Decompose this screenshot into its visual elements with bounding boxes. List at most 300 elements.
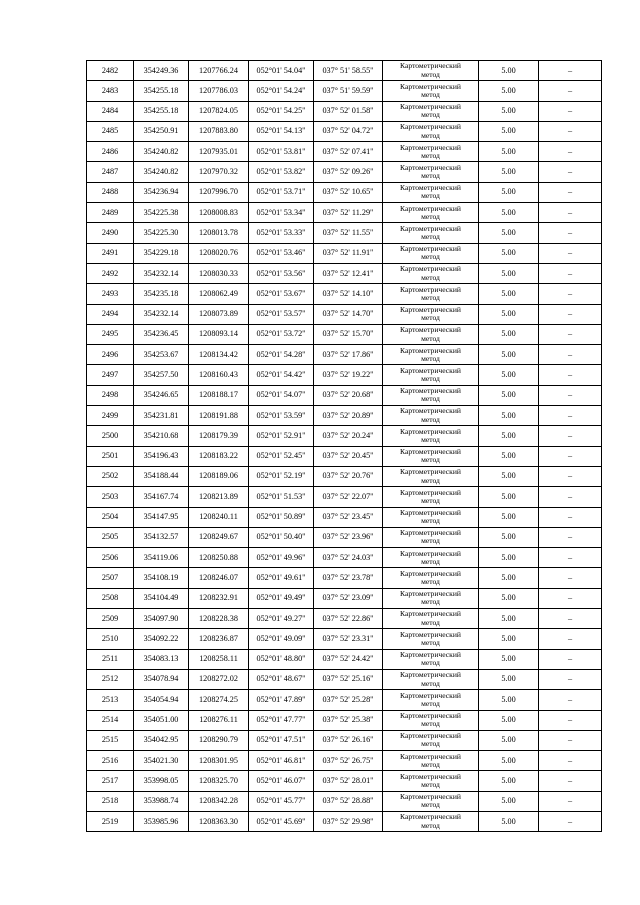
latitude-cell: 052°01' 54.42" (249, 365, 314, 385)
method-line-1: Картометрический (400, 528, 461, 538)
method-line-1: Картометрический (400, 223, 461, 233)
accuracy-cell: 5.00 (479, 426, 539, 446)
method-line-1: Картометрический (400, 487, 461, 497)
point-number-cell: 2497 (87, 365, 134, 385)
x-coordinate-cell: 354108.19 (134, 568, 189, 588)
note-cell: – (539, 365, 602, 385)
x-coordinate-cell: 354097.90 (134, 609, 189, 629)
method-line-1: Картометрический (400, 507, 461, 517)
latitude-cell: 052°01' 49.96" (249, 548, 314, 568)
accuracy-cell: 5.00 (479, 182, 539, 202)
x-coordinate-cell: 354257.50 (134, 365, 189, 385)
table-row (87, 61, 602, 81)
latitude-cell: 052°01' 50.40" (249, 527, 314, 547)
point-number-cell: 2515 (87, 730, 134, 750)
point-number-cell: 2499 (87, 406, 134, 426)
accuracy-cell: 5.00 (479, 649, 539, 669)
longitude-cell: 037° 51' 58.55" (314, 61, 383, 81)
method-line-1: Картометрический (400, 710, 461, 720)
method-line-1: Картометрический (400, 102, 461, 112)
method-line-2: метод (421, 658, 440, 668)
point-number-cell: 2487 (87, 162, 134, 182)
method-cell (383, 649, 479, 669)
note-cell: – (539, 690, 602, 710)
method-cell (383, 771, 479, 791)
accuracy-cell: 5.00 (479, 527, 539, 547)
accuracy-cell: 5.00 (479, 690, 539, 710)
table-row (87, 548, 602, 568)
method-line-2: метод (421, 495, 440, 505)
latitude-cell: 052°01' 53.46" (249, 243, 314, 263)
accuracy-cell: 5.00 (479, 385, 539, 405)
y-coordinate-cell: 1208258.11 (189, 649, 249, 669)
longitude-cell: 037° 52' 25.38" (314, 710, 383, 730)
y-coordinate-cell: 1208188.17 (189, 385, 249, 405)
longitude-cell: 037° 51' 59.59" (314, 81, 383, 101)
table-row (87, 324, 602, 344)
method-cell (383, 304, 479, 324)
longitude-cell: 037° 52' 07.41" (314, 142, 383, 162)
x-coordinate-cell: 354042.95 (134, 730, 189, 750)
longitude-cell: 037° 52' 10.65" (314, 182, 383, 202)
method-line-1: Картометрический (400, 812, 461, 822)
method-line-1: Картометрический (400, 61, 461, 71)
method-line-2: метод (421, 272, 440, 282)
latitude-cell: 052°01' 53.67" (249, 284, 314, 304)
point-number-cell: 2517 (87, 771, 134, 791)
longitude-cell: 037° 52' 26.75" (314, 751, 383, 771)
method-cell (383, 284, 479, 304)
method-cell (383, 629, 479, 649)
table-body (87, 61, 602, 832)
latitude-cell: 052°01' 54.25" (249, 101, 314, 121)
latitude-cell: 052°01' 54.04" (249, 61, 314, 81)
table-row (87, 791, 602, 811)
x-coordinate-cell: 353985.96 (134, 811, 189, 831)
table-row (87, 507, 602, 527)
y-coordinate-cell: 1207970.32 (189, 162, 249, 182)
method-line-2: метод (421, 191, 440, 201)
longitude-cell: 037° 52' 22.86" (314, 609, 383, 629)
longitude-cell: 037° 52' 24.42" (314, 649, 383, 669)
method-cell (383, 446, 479, 466)
point-number-cell: 2483 (87, 81, 134, 101)
method-line-1: Картометрический (400, 447, 461, 457)
accuracy-cell: 5.00 (479, 101, 539, 121)
x-coordinate-cell: 354249.36 (134, 61, 189, 81)
note-cell: – (539, 385, 602, 405)
x-coordinate-cell: 354236.45 (134, 324, 189, 344)
x-coordinate-cell: 353988.74 (134, 791, 189, 811)
point-number-cell: 2493 (87, 284, 134, 304)
x-coordinate-cell: 354225.30 (134, 223, 189, 243)
method-line-1: Картометрический (400, 629, 461, 639)
latitude-cell: 052°01' 45.69" (249, 811, 314, 831)
table-row (87, 730, 602, 750)
x-coordinate-cell: 354240.82 (134, 162, 189, 182)
point-number-cell: 2496 (87, 345, 134, 365)
method-line-2: метод (421, 780, 440, 790)
accuracy-cell: 5.00 (479, 568, 539, 588)
point-number-cell: 2504 (87, 507, 134, 527)
point-number-cell: 2498 (87, 385, 134, 405)
x-coordinate-cell: 353998.05 (134, 771, 189, 791)
table-row (87, 182, 602, 202)
longitude-cell: 037° 52' 20.24" (314, 426, 383, 446)
method-cell (383, 466, 479, 486)
point-number-cell: 2513 (87, 690, 134, 710)
method-cell (383, 690, 479, 710)
note-cell: – (539, 263, 602, 283)
x-coordinate-cell: 354051.00 (134, 710, 189, 730)
longitude-cell: 037° 52' 01.58" (314, 101, 383, 121)
note-cell: – (539, 243, 602, 263)
table-row (87, 162, 602, 182)
method-line-1: Картометрический (400, 548, 461, 558)
x-coordinate-cell: 354083.13 (134, 649, 189, 669)
point-number-cell: 2495 (87, 324, 134, 344)
note-cell: – (539, 609, 602, 629)
note-cell: – (539, 811, 602, 831)
y-coordinate-cell: 1208191.88 (189, 406, 249, 426)
latitude-cell: 052°01' 54.07" (249, 385, 314, 405)
y-coordinate-cell: 1208250.88 (189, 548, 249, 568)
note-cell: – (539, 649, 602, 669)
accuracy-cell: 5.00 (479, 771, 539, 791)
y-coordinate-cell: 1208008.83 (189, 203, 249, 223)
note-cell: – (539, 751, 602, 771)
x-coordinate-cell: 354255.18 (134, 81, 189, 101)
y-coordinate-cell: 1208160.43 (189, 365, 249, 385)
method-line-1: Картометрический (400, 264, 461, 274)
table-row (87, 81, 602, 101)
method-line-2: метод (421, 678, 440, 688)
latitude-cell: 052°01' 53.71" (249, 182, 314, 202)
method-line-1: Картометрический (400, 162, 461, 172)
latitude-cell: 052°01' 53.82" (249, 162, 314, 182)
point-number-cell: 2512 (87, 669, 134, 689)
note-cell: – (539, 487, 602, 507)
longitude-cell: 037° 52' 17.86" (314, 345, 383, 365)
longitude-cell: 037° 52' 22.07" (314, 487, 383, 507)
method-line-1: Картометрический (400, 751, 461, 761)
method-line-2: метод (421, 130, 440, 140)
y-coordinate-cell: 1208093.14 (189, 324, 249, 344)
table-row (87, 669, 602, 689)
method-cell (383, 121, 479, 141)
longitude-cell: 037° 52' 23.45" (314, 507, 383, 527)
point-number-cell: 2506 (87, 548, 134, 568)
latitude-cell: 052°01' 46.07" (249, 771, 314, 791)
method-line-1: Картометрический (400, 690, 461, 700)
method-line-1: Картометрический (400, 792, 461, 802)
method-line-2: метод (421, 475, 440, 485)
table-row (87, 609, 602, 629)
latitude-cell: 052°01' 47.51" (249, 730, 314, 750)
y-coordinate-cell: 1208232.91 (189, 588, 249, 608)
x-coordinate-cell: 354210.68 (134, 426, 189, 446)
table-row (87, 345, 602, 365)
method-cell (383, 324, 479, 344)
y-coordinate-cell: 1208183.22 (189, 446, 249, 466)
longitude-cell: 037° 52' 04.72" (314, 121, 383, 141)
accuracy-cell: 5.00 (479, 811, 539, 831)
latitude-cell: 052°01' 54.28" (249, 345, 314, 365)
note-cell: – (539, 466, 602, 486)
method-cell (383, 263, 479, 283)
y-coordinate-cell: 1208272.02 (189, 669, 249, 689)
method-line-1: Картометрический (400, 284, 461, 294)
method-cell (383, 527, 479, 547)
accuracy-cell: 5.00 (479, 669, 539, 689)
latitude-cell: 052°01' 51.53" (249, 487, 314, 507)
method-line-2: метод (421, 89, 440, 99)
longitude-cell: 037° 52' 11.29" (314, 203, 383, 223)
y-coordinate-cell: 1208342.28 (189, 791, 249, 811)
longitude-cell: 037° 52' 23.96" (314, 527, 383, 547)
x-coordinate-cell: 354253.67 (134, 345, 189, 365)
accuracy-cell: 5.00 (479, 284, 539, 304)
y-coordinate-cell: 1208290.79 (189, 730, 249, 750)
method-cell (383, 751, 479, 771)
x-coordinate-cell: 354246.65 (134, 385, 189, 405)
method-line-2: метод (421, 394, 440, 404)
table-row (87, 771, 602, 791)
accuracy-cell: 5.00 (479, 324, 539, 344)
method-line-2: метод (421, 252, 440, 262)
y-coordinate-cell: 1208179.39 (189, 426, 249, 446)
note-cell: – (539, 203, 602, 223)
x-coordinate-cell: 354188.44 (134, 466, 189, 486)
longitude-cell: 037° 52' 12.41" (314, 263, 383, 283)
latitude-cell: 052°01' 53.33" (249, 223, 314, 243)
longitude-cell: 037° 52' 20.68" (314, 385, 383, 405)
table-row (87, 203, 602, 223)
longitude-cell: 037° 52' 24.03" (314, 548, 383, 568)
note-cell: – (539, 324, 602, 344)
accuracy-cell: 5.00 (479, 345, 539, 365)
note-cell: – (539, 568, 602, 588)
y-coordinate-cell: 1208236.87 (189, 629, 249, 649)
latitude-cell: 052°01' 49.09" (249, 629, 314, 649)
note-cell: – (539, 710, 602, 730)
method-cell (383, 345, 479, 365)
longitude-cell: 037° 52' 11.91" (314, 243, 383, 263)
method-line-2: метод (421, 617, 440, 627)
x-coordinate-cell: 354231.81 (134, 406, 189, 426)
note-cell: – (539, 81, 602, 101)
y-coordinate-cell: 1208274.25 (189, 690, 249, 710)
y-coordinate-cell: 1208301.95 (189, 751, 249, 771)
accuracy-cell: 5.00 (479, 61, 539, 81)
longitude-cell: 037° 52' 23.09" (314, 588, 383, 608)
method-line-2: метод (421, 759, 440, 769)
accuracy-cell: 5.00 (479, 142, 539, 162)
note-cell: – (539, 507, 602, 527)
note-cell: – (539, 588, 602, 608)
longitude-cell: 037° 52' 29.98" (314, 811, 383, 831)
method-line-1: Картометрический (400, 467, 461, 477)
longitude-cell: 037° 52' 20.45" (314, 446, 383, 466)
note-cell: – (539, 182, 602, 202)
method-line-1: Картометрический (400, 386, 461, 396)
y-coordinate-cell: 1207824.05 (189, 101, 249, 121)
longitude-cell: 037° 52' 14.10" (314, 284, 383, 304)
note-cell: – (539, 121, 602, 141)
latitude-cell: 052°01' 45.77" (249, 791, 314, 811)
accuracy-cell: 5.00 (479, 365, 539, 385)
x-coordinate-cell: 354119.06 (134, 548, 189, 568)
method-line-2: метод (421, 698, 440, 708)
x-coordinate-cell: 354092.22 (134, 629, 189, 649)
x-coordinate-cell: 354147.95 (134, 507, 189, 527)
y-coordinate-cell: 1208020.76 (189, 243, 249, 263)
y-coordinate-cell: 1208062.49 (189, 284, 249, 304)
point-number-cell: 2486 (87, 142, 134, 162)
y-coordinate-cell: 1208134.42 (189, 345, 249, 365)
method-cell (383, 406, 479, 426)
method-line-2: метод (421, 434, 440, 444)
table-row (87, 101, 602, 121)
longitude-cell: 037° 52' 19.22" (314, 365, 383, 385)
longitude-cell: 037° 52' 20.76" (314, 466, 383, 486)
table-row (87, 142, 602, 162)
note-cell: – (539, 446, 602, 466)
accuracy-cell: 5.00 (479, 406, 539, 426)
note-cell: – (539, 223, 602, 243)
table-row (87, 629, 602, 649)
method-cell (383, 487, 479, 507)
latitude-cell: 052°01' 49.49" (249, 588, 314, 608)
y-coordinate-cell: 1208073.89 (189, 304, 249, 324)
x-coordinate-cell: 354232.14 (134, 263, 189, 283)
method-cell (383, 426, 479, 446)
method-line-2: метод (421, 353, 440, 363)
method-line-1: Картометрический (400, 122, 461, 132)
y-coordinate-cell: 1207766.24 (189, 61, 249, 81)
y-coordinate-cell: 1208246.07 (189, 568, 249, 588)
point-number-cell: 2505 (87, 527, 134, 547)
note-cell: – (539, 669, 602, 689)
x-coordinate-cell: 354250.91 (134, 121, 189, 141)
table-row (87, 385, 602, 405)
latitude-cell: 052°01' 53.56" (249, 263, 314, 283)
y-coordinate-cell: 1208030.33 (189, 263, 249, 283)
table-row (87, 811, 602, 831)
table-row (87, 527, 602, 547)
method-cell (383, 81, 479, 101)
latitude-cell: 052°01' 48.67" (249, 669, 314, 689)
latitude-cell: 052°01' 50.89" (249, 507, 314, 527)
method-cell (383, 101, 479, 121)
method-cell (383, 385, 479, 405)
note-cell: – (539, 304, 602, 324)
method-line-2: метод (421, 516, 440, 526)
point-number-cell: 2485 (87, 121, 134, 141)
point-number-cell: 2489 (87, 203, 134, 223)
point-number-cell: 2503 (87, 487, 134, 507)
method-cell (383, 507, 479, 527)
y-coordinate-cell: 1208276.11 (189, 710, 249, 730)
table-row (87, 649, 602, 669)
latitude-cell: 052°01' 48.80" (249, 649, 314, 669)
table-row (87, 406, 602, 426)
method-line-1: Картометрический (400, 305, 461, 314)
note-cell: – (539, 101, 602, 121)
method-cell (383, 710, 479, 730)
accuracy-cell: 5.00 (479, 507, 539, 527)
coordinates-table (86, 60, 602, 832)
y-coordinate-cell: 1208363.30 (189, 811, 249, 831)
point-number-cell: 2482 (87, 61, 134, 81)
accuracy-cell: 5.00 (479, 446, 539, 466)
latitude-cell: 052°01' 53.81" (249, 142, 314, 162)
latitude-cell: 052°01' 52.45" (249, 446, 314, 466)
method-line-1: Картометрический (400, 203, 461, 213)
point-number-cell: 2494 (87, 304, 134, 324)
method-line-2: метод (421, 333, 440, 343)
method-line-1: Картометрический (400, 142, 461, 152)
accuracy-cell: 5.00 (479, 263, 539, 283)
method-line-2: метод (421, 232, 440, 242)
table-row (87, 223, 602, 243)
point-number-cell: 2510 (87, 629, 134, 649)
method-cell (383, 548, 479, 568)
accuracy-cell: 5.00 (479, 81, 539, 101)
note-cell: – (539, 142, 602, 162)
method-cell (383, 365, 479, 385)
accuracy-cell: 5.00 (479, 609, 539, 629)
accuracy-cell: 5.00 (479, 751, 539, 771)
point-number-cell: 2519 (87, 811, 134, 831)
table-row (87, 426, 602, 446)
method-line-2: метод (421, 739, 440, 749)
y-coordinate-cell: 1207883.80 (189, 121, 249, 141)
accuracy-cell: 5.00 (479, 304, 539, 324)
x-coordinate-cell: 354229.18 (134, 243, 189, 263)
latitude-cell: 052°01' 54.13" (249, 121, 314, 141)
method-line-2: метод (421, 171, 440, 181)
point-number-cell: 2502 (87, 466, 134, 486)
latitude-cell: 052°01' 49.61" (249, 568, 314, 588)
method-line-2: метод (421, 69, 440, 79)
accuracy-cell: 5.00 (479, 243, 539, 263)
y-coordinate-cell: 1208249.67 (189, 527, 249, 547)
method-line-2: метод (421, 374, 440, 384)
latitude-cell: 052°01' 46.81" (249, 751, 314, 771)
y-coordinate-cell: 1208240.11 (189, 507, 249, 527)
method-cell (383, 568, 479, 588)
method-line-1: Картометрический (400, 365, 461, 375)
note-cell: – (539, 548, 602, 568)
longitude-cell: 037° 52' 26.16" (314, 730, 383, 750)
table-row (87, 284, 602, 304)
x-coordinate-cell: 354255.18 (134, 101, 189, 121)
accuracy-cell: 5.00 (479, 121, 539, 141)
y-coordinate-cell: 1208228.38 (189, 609, 249, 629)
latitude-cell: 052°01' 52.91" (249, 426, 314, 446)
y-coordinate-cell: 1208189.06 (189, 466, 249, 486)
method-cell (383, 203, 479, 223)
x-coordinate-cell: 354225.38 (134, 203, 189, 223)
accuracy-cell: 5.00 (479, 487, 539, 507)
method-line-1: Картометрический (400, 345, 461, 355)
table-row (87, 487, 602, 507)
method-line-1: Картометрический (400, 670, 461, 680)
note-cell: – (539, 629, 602, 649)
method-line-1: Картометрический (400, 731, 461, 741)
note-cell: – (539, 406, 602, 426)
